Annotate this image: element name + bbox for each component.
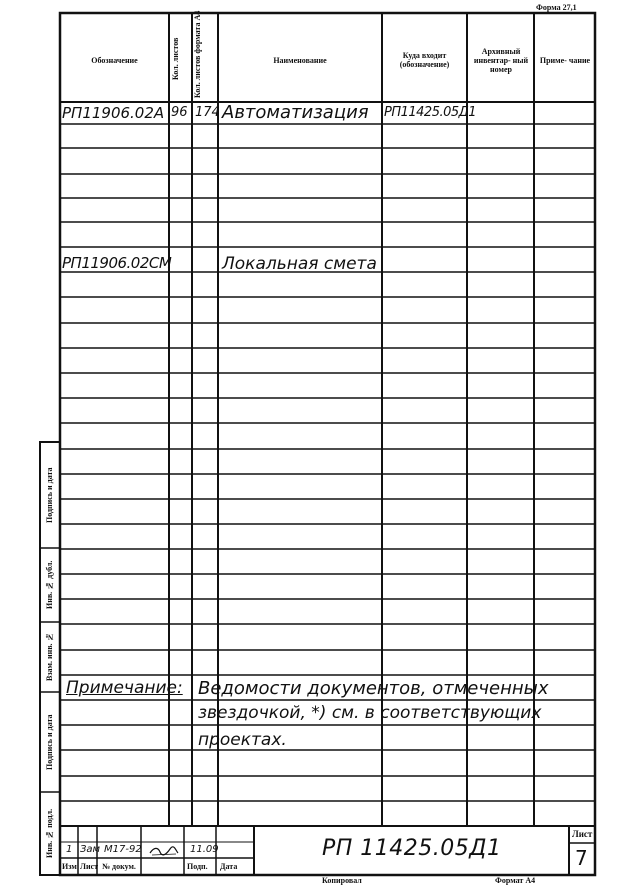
rev-sheet: Зам [80,844,101,855]
footer-copied: Копировал [322,876,362,885]
header-where-used: Куда входит (обозначение) [399,51,450,69]
sheet-number: 7 [575,846,588,870]
row2-designation: РП11906.02СМ [62,254,172,272]
tb-header-sign: Подп. [187,862,208,871]
row1-a4: 174 [195,105,220,120]
row2-name: Локальная смета [222,254,377,274]
stamp-sign-date-2: Подпись и дата [45,467,54,523]
document-code: РП 11425.05Д1 [322,836,502,861]
row1-where-used: РП11425.05Д1 [384,105,477,120]
header-note: Приме- чание [539,55,591,65]
header-designation: Обозначение [91,55,138,65]
row1-designation: РП11906.02А [62,104,165,122]
rev-date: 11.09 [190,844,219,855]
header-archive-no: Архивный инвентар- ный номер [473,46,529,74]
stamp-replace-inv: Взам. инв. № [45,632,54,682]
rev-number: 1 [66,844,73,855]
stamp-duplicate-inv: Инв. № дубл. [45,560,54,610]
tb-header-sheet: Лист [80,862,99,871]
row1-name: Автоматизация [222,102,369,123]
note-line-2: звездочкой, *) см. в соответствующих [198,703,542,723]
footer-format: Формат А4 [495,876,536,885]
form-label: Форма 27,1 [536,3,577,12]
tb-header-date: Дата [220,862,238,871]
rev-doc-no: М17-92 [104,844,142,855]
row1-sheets: 96 [171,105,188,120]
note-label: Примечание: [66,678,183,698]
header-name: Наименование [273,55,327,65]
sheet-label: Лист [572,829,593,839]
header-a4-format: Кол. листов формата А4 [193,10,202,98]
stamp-original-inv: Инв. № подл. [45,808,54,858]
rev-signature-icon [148,845,180,857]
stamp-sign-date-1: Подпись и дата [45,714,54,770]
tb-header-change: Изм [62,862,77,871]
note-line-1: Ведомости документов, отмеченных [198,678,549,699]
header-sheets-count: Кол. листов [171,37,180,81]
tb-header-doc-no: № докум. [102,862,136,871]
note-line-3: проектах. [198,730,287,750]
